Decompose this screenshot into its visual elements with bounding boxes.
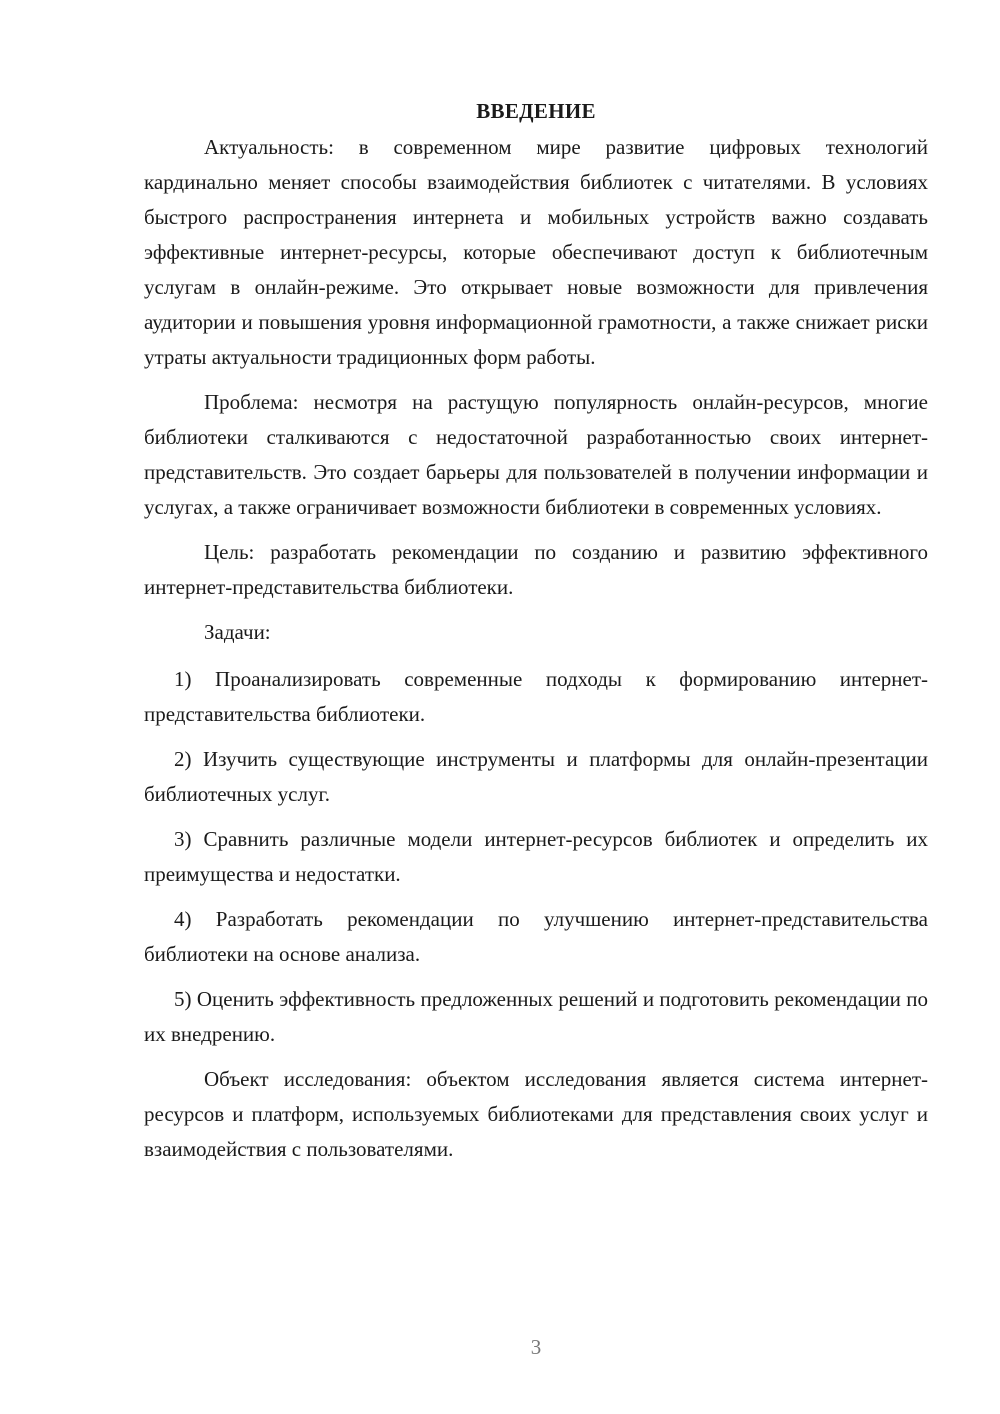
task-item-3: 3) Сравнить различные модели интернет-ресурсов библиотек и определить их преимущества и недостатки. [144,827,928,886]
page-number: 3 [530,1335,542,1359]
paragraph-problem: Проблема: несмотря на растущую популярность онлайн-ресурсов, многие библиотеки сталкиваются с недостаточной разработанностью своих интернет-представительств. Это создает барьеры для пользователей в получении информации и услугах, а также ограничивает возможности библиотеки в современных условиях. [144,390,928,519]
task-item-2: 2) Изучить существующие инструменты и платформы для онлайн-презентации библиотечных услуг. [144,747,928,806]
page-content [144,96,928,1177]
paragraph-goal: Цель: разработать рекомендации по созданию и развитию эффективного интернет-представительства библиотеки. [144,540,928,599]
task-item-5: 5) Оценить эффективность предложенных решений и подготовить рекомендации по их внедрению. [144,987,928,1046]
task-item-1: 1) Проанализировать современные подходы к формированию интернет-представительства библиотеки. [144,667,928,726]
section-heading: ВВЕДЕНИЕ [476,99,596,123]
task-item-4: 4) Разработать рекомендации по улучшению интернет-представительства библиотеки на основе анализа. [144,907,928,966]
paragraph-object: Объект исследования: объектом исследования является система интернет-ресурсов и платформ, используемых библиотеками для представления своих услуг и взаимодействия с пользователями. [144,1067,928,1161]
tasks-label: Задачи: [204,620,271,644]
paragraph-relevance: Актуальность: в современном мире развитие цифровых технологий кардинально меняет способы взаимодействия библиотек с читателями. В условиях быстрого распространения интернета и мобильных устройств важно создавать эффективные интернет-ресурсы, которые обеспечивают доступ к библиотечным услугам в онлайн-режиме. Это открывает новые возможности для привлечения аудитории и повышения уровня информационной грамотности, а также снижает риски утраты актуальности традиционных форм работы. [144,135,928,369]
